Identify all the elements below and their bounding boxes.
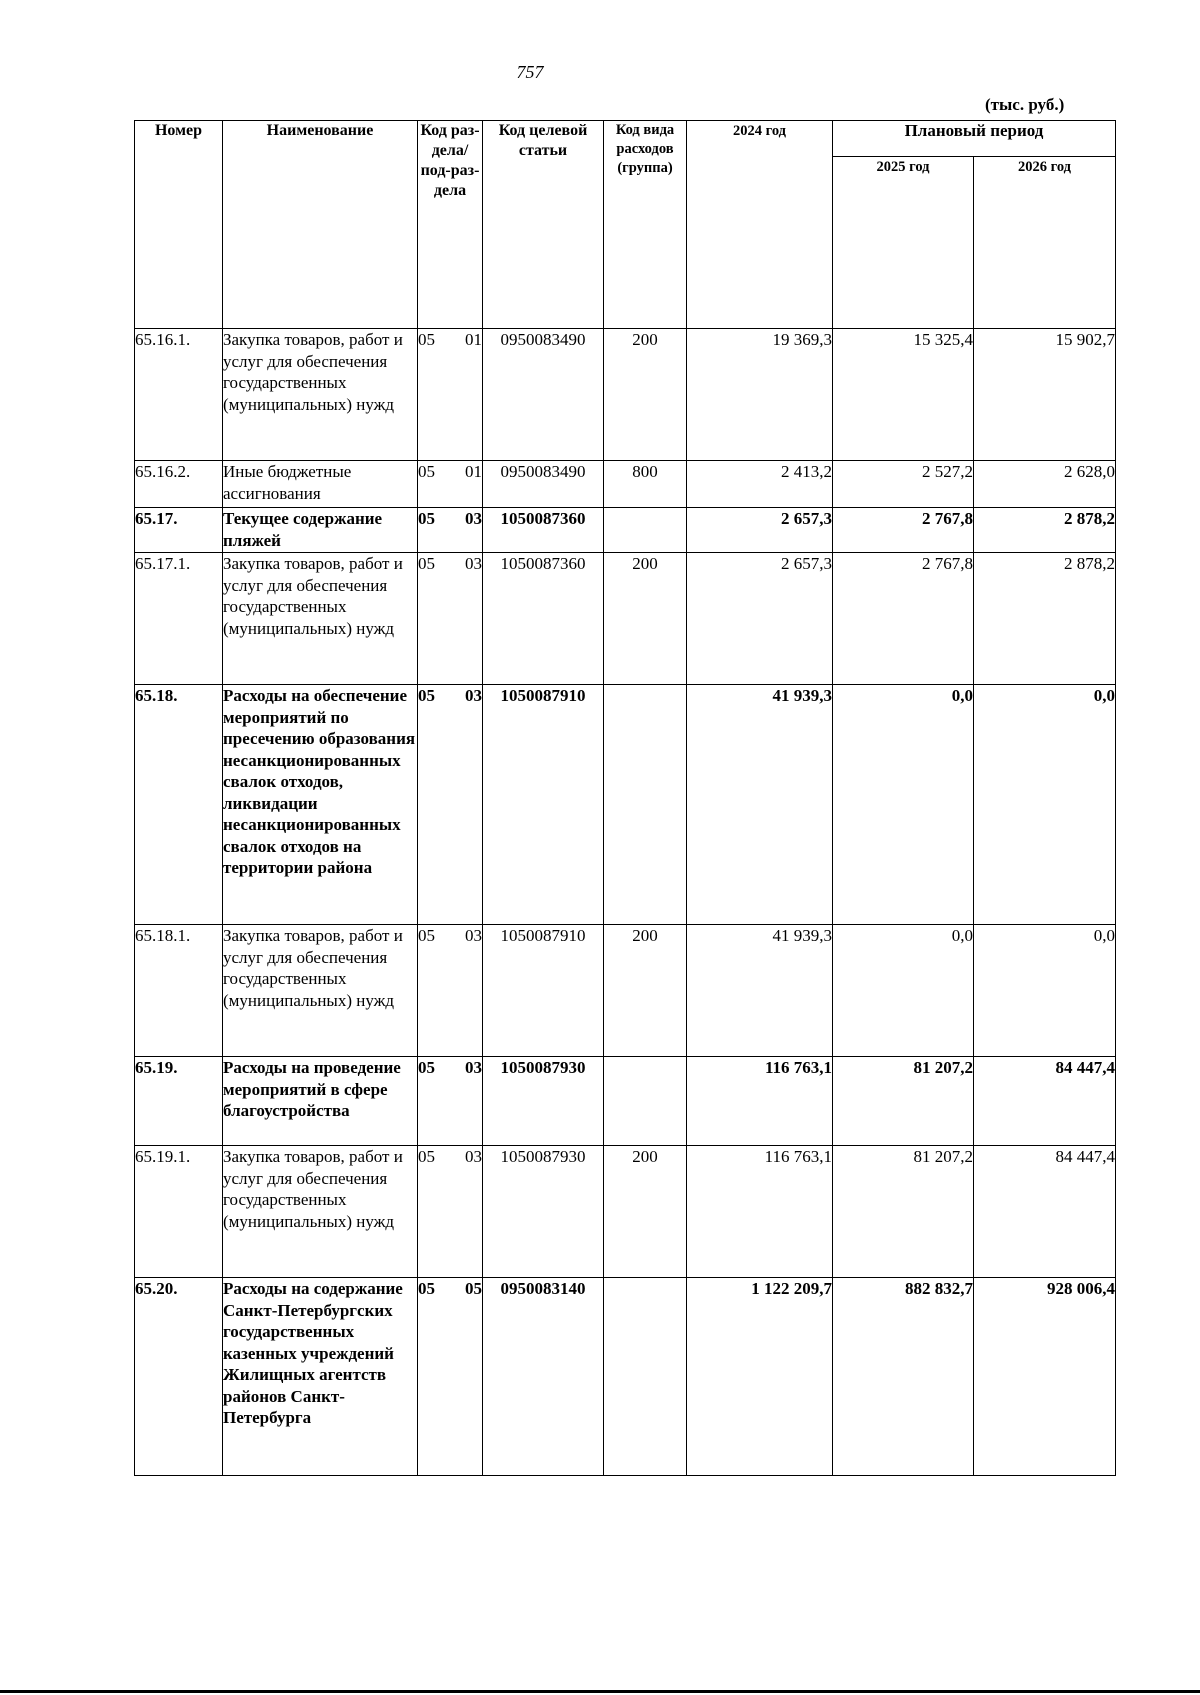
section-code: 05 <box>418 462 435 481</box>
header-year-2025: 2025 год <box>833 157 974 329</box>
subsection-code: 03 <box>465 926 482 945</box>
row-name: Иные бюджетные ассигнования <box>223 461 418 508</box>
table-row <box>135 508 1116 553</box>
table-body <box>135 329 1116 1476</box>
section-code: 05 <box>418 330 435 349</box>
table-row <box>135 1278 1116 1476</box>
section-code: 05 <box>418 926 435 945</box>
row-section-code <box>418 1278 483 1476</box>
row-value-2024: 116 763,1 <box>687 1146 833 1278</box>
row-name: Закупка товаров, работ и услуг для обеспечения государственных (муниципальных) нужд <box>223 1146 418 1278</box>
row-number: 65.16.2. <box>135 461 223 508</box>
header-name: Наименование <box>223 121 418 329</box>
row-section-code <box>418 329 483 461</box>
row-expense-code: 200 <box>604 1146 687 1278</box>
row-target-code: 0950083490 <box>483 461 604 508</box>
subsection-code: 03 <box>465 554 482 573</box>
row-value-2025: 0,0 <box>833 925 974 1057</box>
row-name: Закупка товаров, работ и услуг для обеспечения государственных (муниципальных) нужд <box>223 329 418 461</box>
row-value-2024: 2 657,3 <box>687 553 833 685</box>
table-row <box>135 1146 1116 1278</box>
row-value-2024: 2 413,2 <box>687 461 833 508</box>
row-value-2026: 2 628,0 <box>974 461 1116 508</box>
row-expense-code <box>604 1057 687 1146</box>
row-section-code <box>418 508 483 553</box>
row-value-2026: 2 878,2 <box>974 508 1116 553</box>
row-value-2026: 84 447,4 <box>974 1146 1116 1278</box>
row-value-2025: 0,0 <box>833 685 974 925</box>
section-code: 05 <box>418 509 435 528</box>
row-section-code <box>418 1146 483 1278</box>
row-value-2025: 81 207,2 <box>833 1146 974 1278</box>
row-target-code: 1050087930 <box>483 1146 604 1278</box>
subsection-code: 03 <box>465 1147 482 1166</box>
row-expense-code: 200 <box>604 329 687 461</box>
header-year-2026: 2026 год <box>974 157 1116 329</box>
subsection-code: 01 <box>465 330 482 349</box>
table-row <box>135 1057 1116 1146</box>
row-section-code <box>418 685 483 925</box>
row-expense-code: 200 <box>604 553 687 685</box>
row-target-code: 1050087910 <box>483 685 604 925</box>
row-name: Закупка товаров, работ и услуг для обеспечения государственных (муниципальных) нужд <box>223 925 418 1057</box>
row-name: Текущее содержание пляжей <box>223 508 418 553</box>
row-number: 65.17. <box>135 508 223 553</box>
row-target-code: 1050087360 <box>483 553 604 685</box>
subsection-code: 05 <box>465 1279 482 1298</box>
table-row <box>135 925 1116 1057</box>
subsection-code: 03 <box>465 686 482 705</box>
table-row <box>135 461 1116 508</box>
row-target-code: 1050087930 <box>483 1057 604 1146</box>
row-value-2025: 2 527,2 <box>833 461 974 508</box>
header-expense-code: Код вида расходов (группа) <box>604 121 687 329</box>
section-code: 05 <box>418 1279 435 1298</box>
row-number: 65.18. <box>135 685 223 925</box>
row-section-code <box>418 925 483 1057</box>
row-value-2024: 41 939,3 <box>687 685 833 925</box>
header-planned-period: Плановый период <box>833 121 1116 157</box>
row-number: 65.19.1. <box>135 1146 223 1278</box>
row-value-2026: 2 878,2 <box>974 553 1116 685</box>
row-number: 65.18.1. <box>135 925 223 1057</box>
row-expense-code <box>604 508 687 553</box>
row-name: Закупка товаров, работ и услуг для обеспечения государственных (муниципальных) нужд <box>223 553 418 685</box>
header-target-code: Код целевой статьи <box>483 121 604 329</box>
section-code: 05 <box>418 686 435 705</box>
row-name: Расходы на проведение мероприятий в сфере благоустройства <box>223 1057 418 1146</box>
row-expense-code <box>604 1278 687 1476</box>
row-value-2025: 2 767,8 <box>833 508 974 553</box>
row-target-code: 1050087910 <box>483 925 604 1057</box>
units-label: (тыс. руб.) <box>985 95 1065 114</box>
section-code: 05 <box>418 554 435 573</box>
row-value-2024: 19 369,3 <box>687 329 833 461</box>
row-name: Расходы на содержание Санкт-Петербургских государственных казенных учреждений Жилищных агентств районов Санкт-Петербурга <box>223 1278 418 1476</box>
row-value-2026: 0,0 <box>974 685 1116 925</box>
row-value-2025: 81 207,2 <box>833 1057 974 1146</box>
table-row <box>135 553 1116 685</box>
row-value-2025: 15 325,4 <box>833 329 974 461</box>
row-number: 65.16.1. <box>135 329 223 461</box>
row-number: 65.17.1. <box>135 553 223 685</box>
section-code: 05 <box>418 1147 435 1166</box>
row-expense-code <box>604 685 687 925</box>
row-section-code <box>418 553 483 685</box>
row-expense-code: 800 <box>604 461 687 508</box>
row-number: 65.19. <box>135 1057 223 1146</box>
row-value-2024: 41 939,3 <box>687 925 833 1057</box>
row-name: Расходы на обеспечение мероприятий по пресечению образования несанкционированных свалок отходов, ликвидации несанкционированных свалок отходов на территории района <box>223 685 418 925</box>
budget-table <box>134 120 1116 1476</box>
row-target-code: 1050087360 <box>483 508 604 553</box>
subsection-code: 03 <box>465 1058 482 1077</box>
row-value-2025: 2 767,8 <box>833 553 974 685</box>
row-expense-code: 200 <box>604 925 687 1057</box>
subsection-code: 03 <box>465 509 482 528</box>
table-row <box>135 685 1116 925</box>
row-section-code <box>418 461 483 508</box>
row-target-code: 0950083140 <box>483 1278 604 1476</box>
row-section-code <box>418 1057 483 1146</box>
header-section-code: Код раз-дела/ под-раз-дела <box>418 121 483 329</box>
row-number: 65.20. <box>135 1278 223 1476</box>
row-value-2024: 116 763,1 <box>687 1057 833 1146</box>
page-bottom-border <box>0 1690 1200 1693</box>
table-row <box>135 329 1116 461</box>
section-code: 05 <box>418 1058 435 1077</box>
row-value-2026: 84 447,4 <box>974 1057 1116 1146</box>
row-value-2025: 882 832,7 <box>833 1278 974 1476</box>
row-value-2024: 2 657,3 <box>687 508 833 553</box>
row-value-2024: 1 122 209,7 <box>687 1278 833 1476</box>
subsection-code: 01 <box>465 462 482 481</box>
row-value-2026: 928 006,4 <box>974 1278 1116 1476</box>
page-number: 757 <box>516 62 544 82</box>
row-value-2026: 15 902,7 <box>974 329 1116 461</box>
header-year-2024: 2024 год <box>687 121 833 329</box>
header-number: Номер <box>135 121 223 329</box>
row-value-2026: 0,0 <box>974 925 1116 1057</box>
row-target-code: 0950083490 <box>483 329 604 461</box>
